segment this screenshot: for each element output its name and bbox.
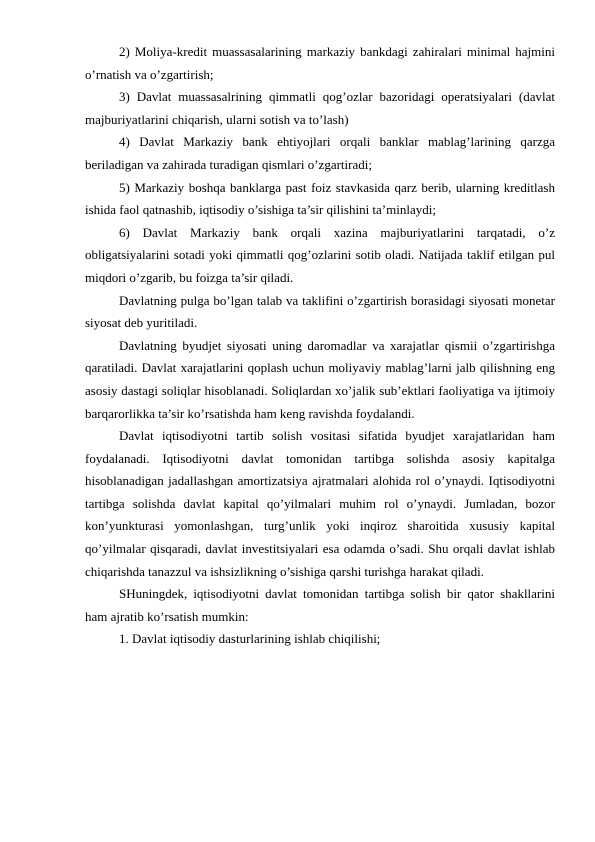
paragraph-economic-programs: 1. Davlat iqtisodiy dasturlarining ishlab chiqilishi; [119, 631, 381, 647]
paragraph-treasury-obligations: 6) Davlat Markaziy bank orqali xazina majburiyatlarini tarqatadi, o’z obligatsiyalarini sotadi yoki qimmatli qog’ozlarini sotib oladi. Natijada taklif etilgan pul miqdori o’zgarib, bu foizga ta’sir qiladi. [85, 224, 555, 285]
paragraph-low-interest-loans: 5) Markaziy boshqa banklarga past foiz stavkasida qarz berib, ularning kreditlash ishida faol qatnashib, iqtisodiy o’sishiga ta’sir qilishini ta’minlaydi; [85, 179, 555, 218]
paragraph-reserve-requirements: 2) Moliya-kredit muassasalarining markaziy bankdagi zahiralari minimal hajmini o’rnatish va o’zgartirish; [85, 44, 555, 82]
paragraph-securities-operations: 3) Davlat muassasalrining qimmatli qog’ozlar bazoridagi operatsiyalari (davlat majburiyatlarini chiqarish, ularni sotish va to’lash) [85, 89, 555, 127]
paragraph-budget-policy: Davlatning byudjet siyosati uning daromadlar va xarajatlar qismii o’zgartirishga qaratiladi. Davlat xarajatlarini qoplash uchun moliyaviy mablag’larni jalb qilishning eng asosiy dastagi soliqlar hisoblanadi. Soliqlardan xo’jalik sub’ektlari faoliyatiga va ijtimoiy barqarorlikka ta’sir ko’rsatishda ham keng ravishda foydalandi. [85, 337, 555, 421]
paragraph-monetary-policy: Davlatning pulga bo’lgan talab va taklifini o’zgartirish borasidagi siyosati monetar siyosat deb yuritiladi. [85, 292, 555, 331]
paragraph-regulation-forms: SHuningdek, iqtisodiyotni davlat tomonidan tartibga solish bir qator shakllarini ham ajratib ko’rsatish mumkin: [85, 586, 555, 624]
paragraph-budget-expenditures: Davlat iqtisodiyotni tartib solish vositasi sifatida byudjet xarajatlaridan ham foydalanadi. Iqtisodiyotni davlat tomonidan tartibga solishda asosiy kapitalga hisoblanadigan jadallashgan amortizatsiya ajratmalari alohida rol o’ynaydi. Iqtisodiyotni tartibga solishda davlat kapital qo’yilmalari muhim rol o’ynaydi. Jumladan, bozor kon’yunkturasi yomonlashgan, turg’unlik yoki inqiroz sharoitida xususiy kapital qo’yilmalar qisqaradi, davlat investitsiyalari esa odamda o’sadi. Shu orqali davlat ishlab chiqarishda tanazzul va ishsizlikning o’sishiga qarshi turishga harakat qiladi. [85, 428, 555, 579]
document-page [85, 41, 555, 651]
paragraph-central-bank-needs: 4) Davlat Markaziy bank ehtiyojlari orqali banklar mablag’larining qarzga beriladigan va zahirada turadigan qismlari o’zgartiradi; [85, 134, 555, 172]
